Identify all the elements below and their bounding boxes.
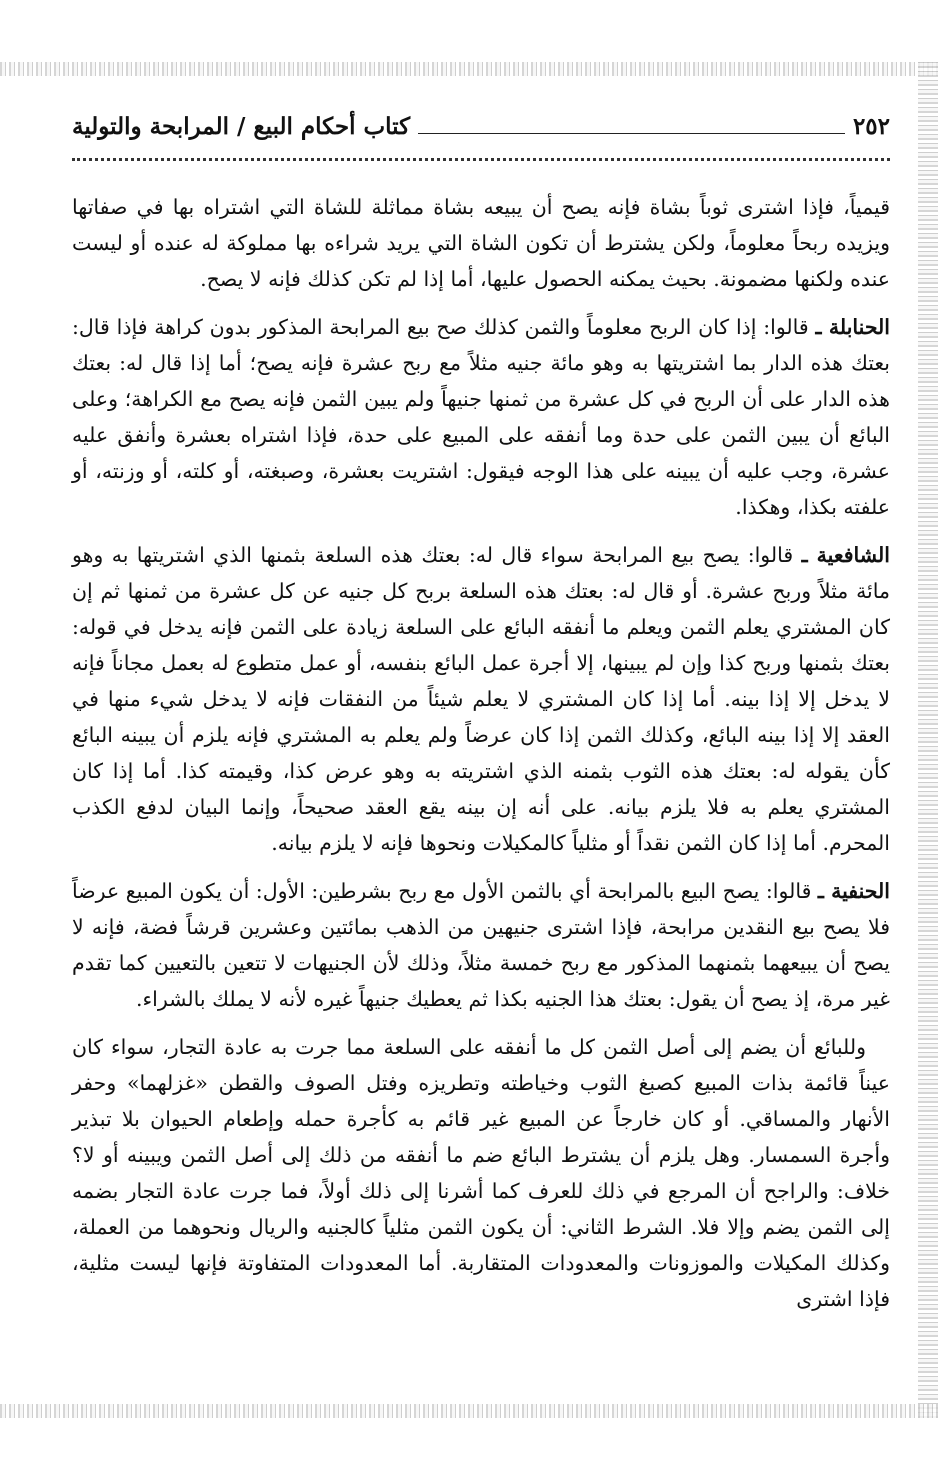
- page-number: ٢٥٢: [852, 112, 890, 140]
- book-title: كتاب أحكام البيع / المرابحة والتولية: [72, 112, 411, 140]
- paragraph-text: قالوا: إذا كان الربح معلوماً والثمن كذلك صح بيع المرابحة المذكور بدون كراهة فإذا قال: بعتك هذه الدار بما اشتريتها به وهو مائة جنيه مثلاً مع ربح عشرة فإنه يصح؛ أما إذا قال له: بعتك هذه الدار على أن الربح في كل عشرة من ثمنها جنيهاً ولم يبين الثمن فإنه يصح مع الكراهة؛ وعلى البائع أن يبين الثمن على حدة وما أنفقه على المبيع على حدة، فإذا اشتراه بعشرة وأنفق عليه عشرة، وجب عليه أن يبينه على هذا الوجه فيقول: اشتريت بعشرة، وصبغته، أو كلته، أو وزنته، أو علفته بكذا، وهكذا.: [72, 315, 890, 519]
- paragraph-text: وللبائع أن يضم إلى أصل الثمن كل ما أنفقه على السلعة مما جرت به عادة التجار، سواء كان عيناً قائمة بذات المبيع كصبغ الثوب وخياطته وتطريزه وفتل الصوف والقطن «غزلهما» وحفر الأنهار والمساقي. أو كان خارجاً عن المبيع غير قائم به كأجرة حمله وإطعام الحيوان بلا تبذير وأجرة السمسار. وهل يلزم أن يشترط البائع ضم ما أنفقه من ذلك إلى أصل الثمن ويبينه أو لا؟ خلاف: والراجح أن المرجع في ذلك للعرف كما أشرنا إلى ذلك أولاً، فما جرت عادة التجار بضمه إلى الثمن يضم وإلا فلا. الشرط الثاني: أن يكون الثمن مثلياً كالجنيه والريال ونحوهما من العملة، وكذلك المكيلات والموزونات والمعدودات المتقاربة. أما المعدودات المتفاوتة فإنها ليست مثلية، فإذا اشترى: [72, 1035, 890, 1311]
- scan-border-top: [0, 62, 938, 76]
- paragraph-text: قالوا: يصح بيع المرابحة سواء قال له: بعتك هذه السلعة بثمنها الذي اشتريتها به وهو مائة مثلاً وربح عشرة. أو قال له: بعتك هذه السلعة بربح كل جنيه عن كل عشرة من ثمنها ثم إن كان المشتري يعلم الثمن ويعلم ما أنفقه البائع على السلعة زيادة على الثمن فإنه يدخل في قوله: بعتك بثمنها وربح كذا وإن لم يبينها، إلا أجرة عمل البائع بنفسه، أو عمل متطوع له بعمل مجاناً فإنه لا يدخل إلا إذا بينه. أما إذا كان المشتري لا يعلم شيئاً من النفقات فإنه لا يدخل شيء منها في العقد إلا إذا بينه البائع، وكذلك الثمن إذا كان عرضاً ولم يعلم به المشتري فإنه يلزم أن يبينه البائع كأن يقوله له: بعتك هذه الثوب بثمنه الذي اشتريته به وهو عرض كذا، وقيمته كذا. أما إذا كان المشتري يعلم به فلا يلزم بيانه. على أنه إن بينه يقع العقد صحيحاً، وإنما البيان لدفع الكذب المحرم. أما إذا كان الثمن نقداً أو مثلياً كالمكيلات ونحوها فإنه لا يلزم بيانه.: [72, 543, 890, 855]
- school-heading-shafii: الشافعية ـ: [801, 543, 890, 567]
- school-heading-hanafi: الحنفية ـ: [817, 879, 890, 903]
- paragraph-continuation: [72, 189, 890, 297]
- running-head: [72, 106, 890, 146]
- paragraph-text: قالوا: يصح البيع بالمرابحة أي بالثمن الأول مع ربح بشرطين: الأول: أن يكون المبيع عرضاً فلا يصح بيع النقدين مرابحة، فإذا اشترى جنيهين من الذهب بمائتين وعشرين قرشاً فضة، فإنه لا يصح أن يبيعهما بثمنهما المذكور مع ربح خمسة مثلاً، وذلك لأن الجنيهات لا تتعين بالتعيين كما تقدم غير مرة، إذ يصح أن يقول: بعتك هذا الجنيه بكذا ثم يعطيك جنيهاً غيره لأنه لا يملك بالشراء.: [72, 879, 890, 1011]
- school-heading-hanbali: الحنابلة ـ: [815, 315, 891, 339]
- paragraph-text: قيمياً، فإذا اشترى ثوباً بشاة فإنه يصح أن يبيعه بشاة مماثلة للشاة التي اشتراه بها في صفاتها ويزيده ربحاً معلوماً، ولكن يشترط أن تكون الشاة التي يريد شراءه بها مملوكة له عنده أو ليست عنده ولكنها مضمونة. بحيث يمكنه الحصول عليها، أما إذا لم تكن كذلك فإنه لا يصح.: [72, 195, 890, 291]
- paragraph-shafii: [72, 537, 890, 861]
- book-page: [72, 106, 890, 1376]
- scan-border-right: [918, 62, 938, 1418]
- scan-border-bottom: [0, 1404, 938, 1418]
- dotted-divider: [72, 158, 890, 161]
- paragraph-hanafi: [72, 873, 890, 1017]
- paragraph-seller-expenses: [72, 1029, 890, 1317]
- header-rule: [418, 119, 845, 134]
- paragraph-hanbali: [72, 309, 890, 525]
